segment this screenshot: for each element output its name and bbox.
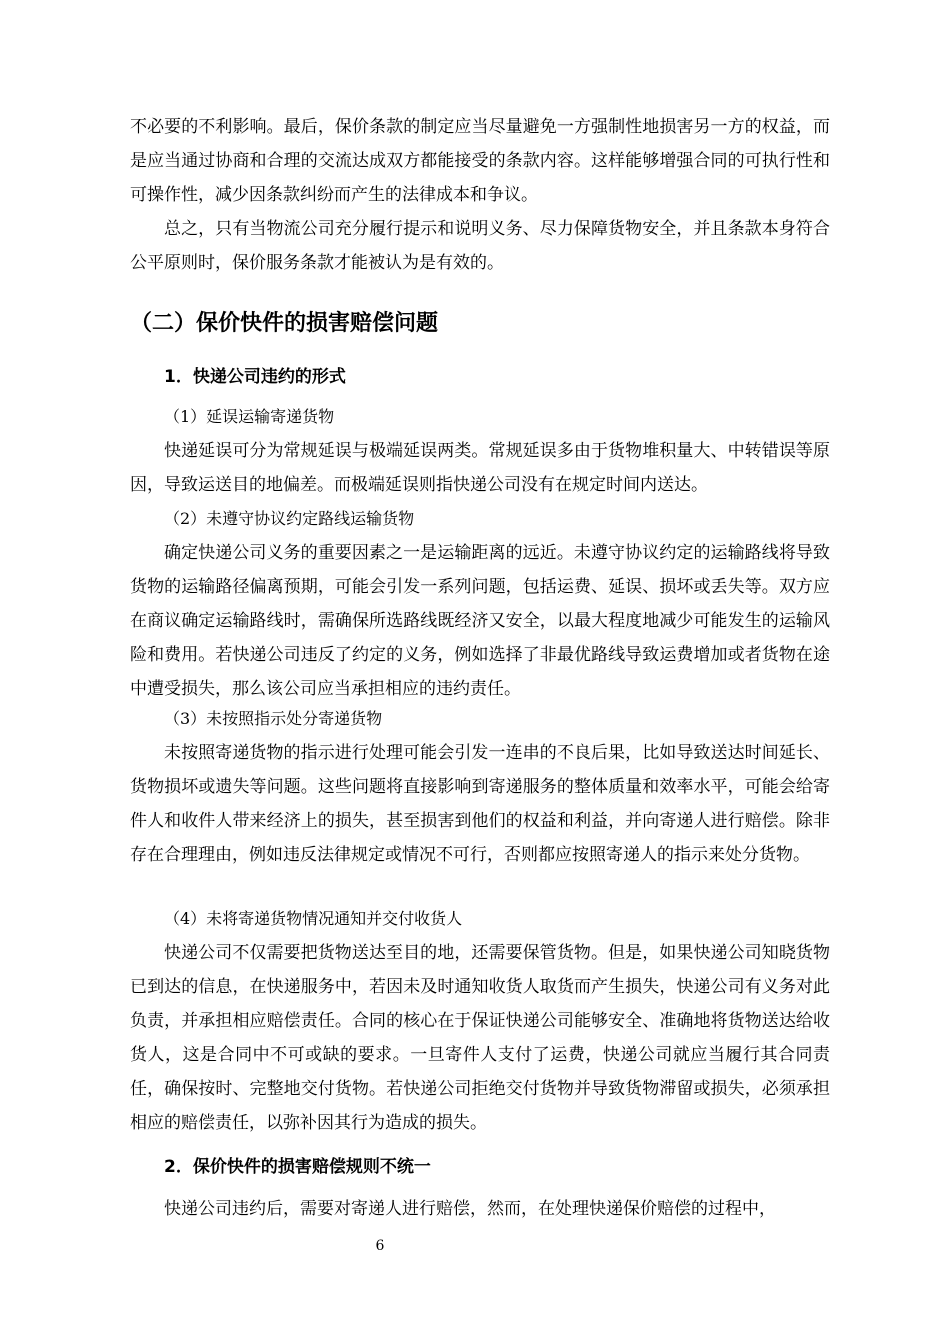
subsection-heading-1: 1．快递公司违约的形式: [164, 367, 346, 387]
subsection-heading-2: 2．保价快件的损害赔偿规则不统一: [164, 1157, 431, 1177]
list-item-title-3: （3）未按照指示处分寄递货物: [164, 709, 383, 728]
section-heading: （二）保价快件的损害赔偿问题: [130, 311, 439, 336]
list-item-body-1: 快递延误可分为常规延误与极端延误两类。常规延误多由于货物堆积量大、中转错误等原因，导致运送目的地偏差。而极端延误则指快递公司没有在规定时间内送达。: [130, 441, 830, 495]
page-number: 6: [375, 1238, 385, 1254]
list-item-title-2: （2）未遵守协议约定路线运输货物: [164, 509, 415, 528]
list-item-title-4: （4）未将寄递货物情况通知并交付收货人: [164, 909, 463, 928]
list-item-body-3: 未按照寄递货物的指示进行处理可能会引发一连串的不良后果，比如导致送达时间延长、货物损坏或遗失等问题。这些问题将直接影响到寄递服务的整体质量和效率水平，可能会给寄件人和收件人带来经济上的损失，甚至损害到他们的权益和利益，并向寄递人进行赔偿。除非存在合理理由，例如违反法律规定或情况不可行，否则都应按照寄递人的指示来处分货物。: [130, 743, 830, 865]
list-item-body-4: 快递公司不仅需要把货物送达至目的地，还需要保管货物。但是，如果快递公司知晓货物已到达的信息，在快递服务中，若因未及时通知收货人取货而产生损失，快递公司有义务对此负责，并承担相应赔偿责任。合同的核心在于保证快递公司能够安全、准确地将货物送达给收货人，这是合同中不可或缺的要求。一旦寄件人支付了运费，快递公司就应当履行其合同责任，确保按时、完整地交付货物。若快递公司拒绝交付货物并导致货物滞留或损失，必须承担相应的赔偿责任，以弥补因其行为造成的损失。: [130, 943, 830, 1133]
paragraph-continued: 不必要的不利影响。最后，保价条款的制定应当尽量避免一方强制性地损害另一方的权益，而是应当通过协商和合理的交流达成双方都能接受的条款内容。这样能够增强合同的可执行性和可操作性，减少因条款纠纷而产生的法律成本和争议。: [130, 117, 830, 205]
paragraph-sub2: 快递公司违约后，需要对寄递人进行赔偿，然而，在处理快递保价赔偿的过程中，: [164, 1199, 776, 1219]
paragraph-conclusion: 总之，只有当物流公司充分履行提示和说明义务、尽力保障货物安全，并且条款本身符合公平原则时，保价服务条款才能被认为是有效的。: [130, 219, 830, 273]
list-item-body-2: 确定快递公司义务的重要因素之一是运输距离的远近。未遵守协议约定的运输路线将导致货物的运输路径偏离预期，可能会引发一系列问题，包括运费、延误、损坏或丢失等。双方应在商议确定运输路线时，需确保所选路线既经济又安全，以最大程度地减少可能发生的运输风险和费用。若快递公司违反了约定的义务，例如选择了非最优路线导致运费增加或者货物在途中遭受损失，那么该公司应当承担相应的违约责任。: [130, 543, 830, 699]
list-item-title-1: （1）延误运输寄递货物: [164, 407, 335, 426]
